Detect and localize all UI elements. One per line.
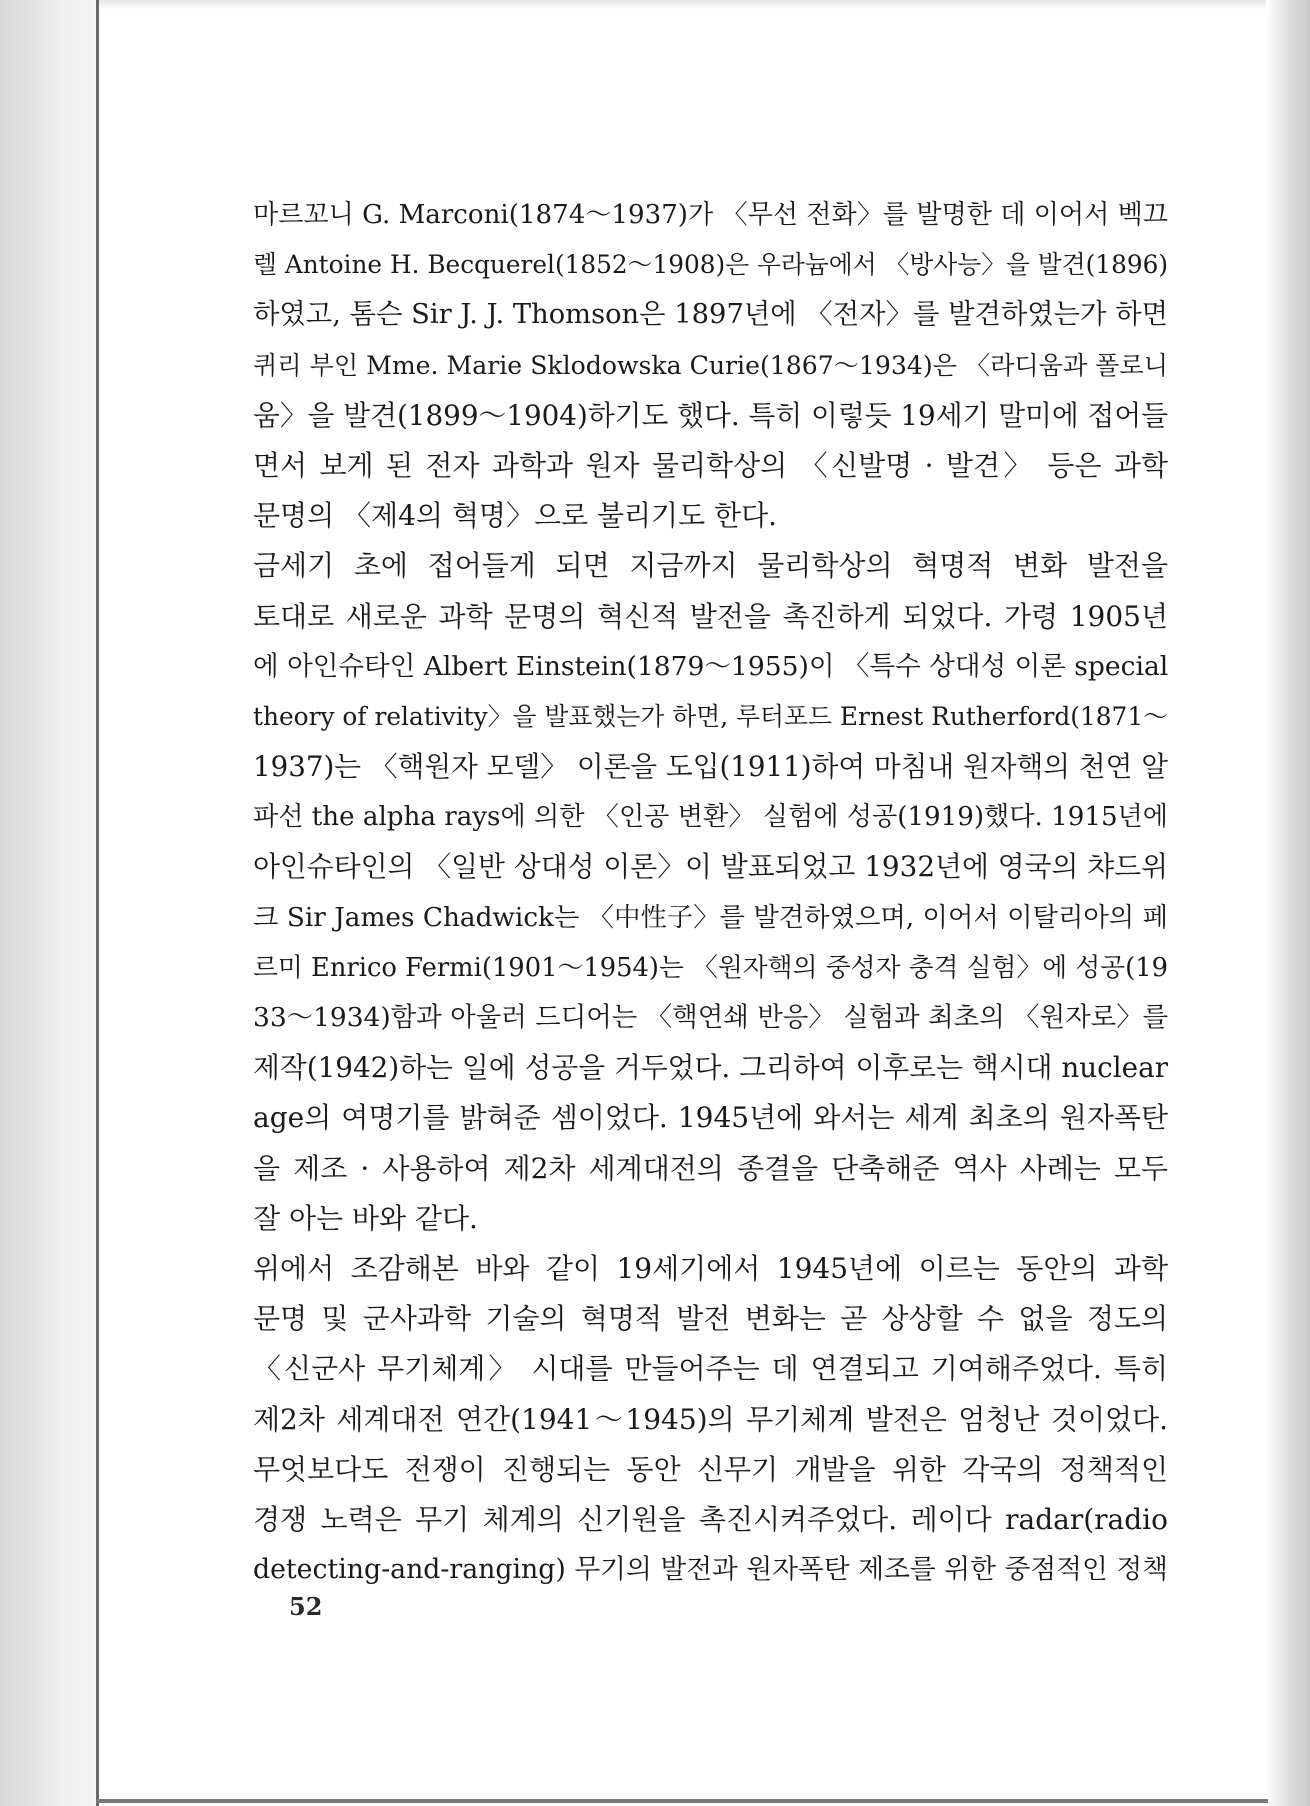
text-line: 마르꼬니 G. Marconi(1874～1937)가 〈무선 전화〉를 발명한 데 이어서 벡끄 — [253, 200, 1168, 230]
page-bottom-edge — [96, 1799, 1268, 1803]
text-line: theory of relativity〉을 발표했는가 하면, 루터포드 Ernest Rutherford(1871～ — [253, 701, 1168, 731]
text-line: 하였고, 톰슨 Sir J. J. Thomson은 1897년에 〈전자〉를 발견하였는가 하면 — [253, 299, 1168, 331]
text-line: 크 Sir James Chadwick는 〈中性子〉를 발견하였으며, 이어서 이탈리아의 페 — [253, 902, 1168, 933]
text-line: 을 제조 · 사용하여 제2차 세계대전의 종결을 단축해준 역사 사례는 모두 — [253, 1151, 1168, 1185]
page-top-shadow — [99, 0, 1266, 10]
text-line: 제작(1942)하는 일에 성공을 거두었다. 그리하여 이후로는 핵시대 nuclear — [253, 1051, 1168, 1085]
text-line: 퀴리 부인 Mme. Marie Sklodowska Curie(1867～1934)은 〈라디움과 폴로니 — [253, 350, 1168, 380]
body-text — [253, 190, 1168, 1595]
text-line: age의 여명기를 밝혀준 셈이었다. 1945년에 와서는 세계 최초의 원자폭탄 — [253, 1101, 1168, 1135]
text-line: 경쟁 노력은 무기 체계의 신기원을 촉진시켜주었다. 레이다 radar(radio — [253, 1502, 1168, 1536]
text-line: 문명 및 군사과학 기술의 혁명적 발전 변화는 곧 상상할 수 없을 정도의 — [253, 1302, 1168, 1336]
text-line: 〈신군사 무기체계〉 시대를 만들어주는 데 연결되고 기여해주었다. 특히 — [253, 1352, 1168, 1386]
page-number: 52 — [289, 1592, 323, 1621]
text-line: 렐 Antoine H. Becquerel(1852～1908)은 우라늄에서 〈방사능〉을 발견(1896) — [253, 250, 1168, 280]
text-line: 움〉을 발견(1899～1904)하기도 했다. 특히 이렇듯 19세기 말미에 접어들 — [253, 398, 1169, 432]
page-edge-right-shadow — [1266, 0, 1310, 1806]
text-line: 아인슈타인의 〈일반 상대성 이론〉이 발표되었고 1932년에 영국의 챠드위 — [253, 850, 1168, 884]
text-line: 33～1934)함과 아울러 드디어는 〈핵연쇄 반응〉 실험과 최초의 〈원자로〉를 — [253, 1002, 1169, 1033]
text-line: 1937)는 〈핵원자 모델〉 이론을 도입(1911)하여 마침내 원자핵의 천연 알 — [253, 750, 1168, 784]
text-line: 에 아인슈타인 Albert Einstein(1879～1955)이 〈특수 상대성 이론 special — [253, 650, 1169, 682]
text-line: 면서 보게 된 전자 과학과 원자 물리학상의 〈신발명 · 발견〉 등은 과학 — [253, 448, 1168, 482]
page-stack-edge-left — [0, 0, 100, 1806]
text-line: detecting-and-ranging) 무기의 발전과 원자폭탄 제조를 위한 중점적인 정책 — [253, 1554, 1168, 1586]
text-line: 파선 the alpha rays에 의한 〈인공 변환〉 실험에 성공(1919)했다. 1915년에 — [253, 802, 1168, 833]
text-line: 토대로 새로운 과학 문명의 혁신적 발전을 촉진하게 되었다. 가령 1905년 — [253, 599, 1168, 633]
text-line: 무엇보다도 전쟁이 진행되는 동안 신무기 개발을 위한 각국의 정책적인 — [253, 1452, 1168, 1486]
text-line: 금세기 초에 접어들게 되면 지금까지 물리학상의 혁명적 변화 발전을 — [253, 549, 1168, 583]
text-line: 제2차 세계대전 연간(1941～1945)의 무기체계 발전은 엄청난 것이었다. — [253, 1402, 1168, 1436]
text-line: 위에서 조감해본 바와 같이 19세기에서 1945년에 이르는 동안의 과학 — [253, 1251, 1168, 1285]
text-line: 문명의 〈제4의 혁명〉으로 불리기도 한다. — [253, 499, 778, 533]
text-line: 잘 아는 바와 같다. — [253, 1201, 478, 1235]
text-line: 르미 Enrico Fermi(1901～1954)는 〈원자핵의 중성자 충격 실험〉에 성공(19 — [253, 952, 1168, 983]
